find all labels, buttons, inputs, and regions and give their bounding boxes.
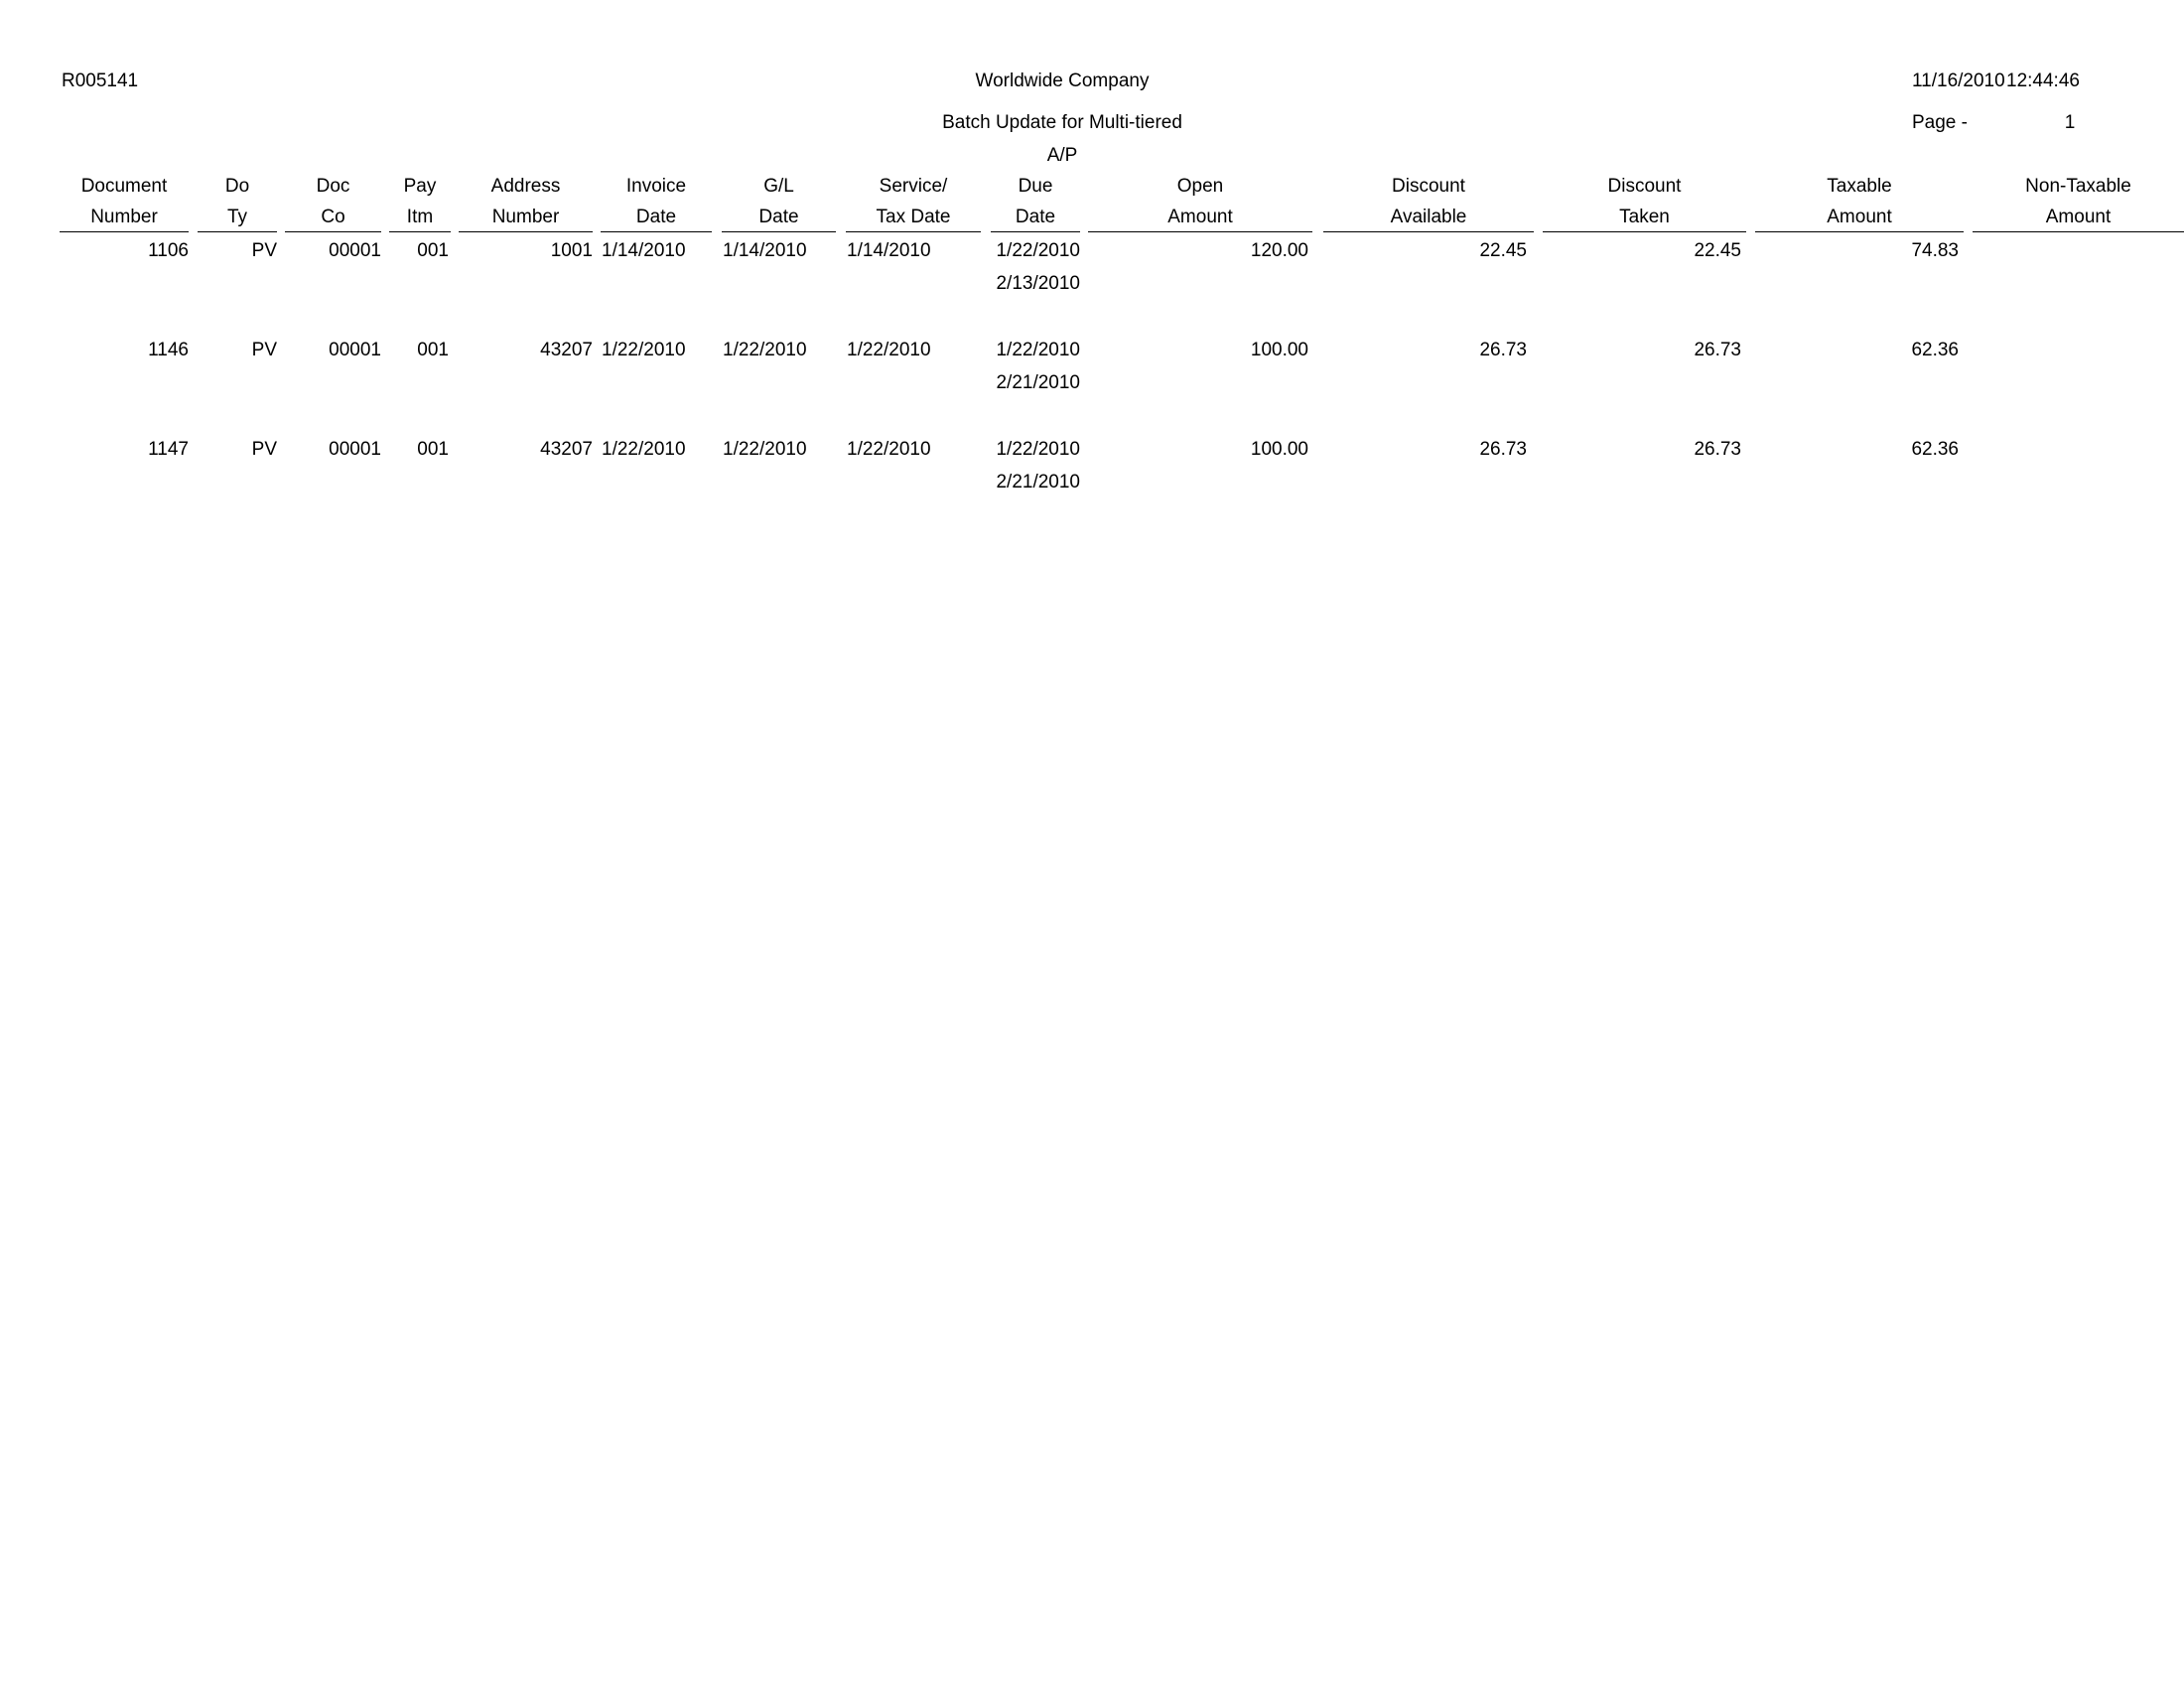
col-header-co: Co [321,207,345,227]
col-header-invoice-date: Date [635,207,677,227]
col-header-non-taxable-amount: Amount [2045,207,2112,227]
col-header-address-number: Number [491,207,560,227]
col-header-open: Open [1176,176,1224,197]
col-header-non-taxable: Non-Taxable [2025,176,2131,197]
cell-taxable-amount: 74.83 [1911,240,1959,261]
cell-service-tax-date: 1/14/2010 [847,240,931,261]
col-header-itm: Itm [406,207,434,227]
cell-due-date: 1/22/2010 [996,340,1080,360]
cell-open-amount: 100.00 [1250,340,1308,360]
cell-doc-type: PV [251,240,277,261]
cell-discount-taken: 22.45 [1694,240,1741,261]
col-header-ty: Ty [226,207,248,227]
col-rule [1543,231,1746,232]
cell-due-date: 1/22/2010 [996,439,1080,460]
col-rule [991,231,1080,232]
col-header-doc: Doc [316,176,350,197]
cell-service-tax-date: 1/22/2010 [847,340,931,360]
col-header-tax-date: Tax Date [876,207,951,227]
col-header-taxable-amount: Amount [1827,207,1892,227]
col-header-due-date: Date [1015,207,1056,227]
cell-taxable-amount: 62.36 [1911,439,1959,460]
cell-due-date-2: 2/21/2010 [996,372,1080,393]
page-number: 1 [2064,112,2076,133]
company-name: Worldwide Company [975,70,1150,91]
report-date: 11/16/2010 [1912,70,2005,91]
col-header-service: Service/ [879,176,948,197]
col-rule [601,231,712,232]
cell-doc-type: PV [251,439,277,460]
col-header-taken: Taken [1619,207,1670,227]
col-header-available: Available [1390,207,1467,227]
cell-due-date: 1/22/2010 [996,240,1080,261]
cell-doc-co: 00001 [329,340,381,360]
col-header-number: Number [90,207,158,227]
cell-gl-date: 1/22/2010 [723,439,807,460]
cell-open-amount: 100.00 [1250,439,1308,460]
col-header-open-amount: Amount [1167,207,1233,227]
col-header-discount-2: Discount [1607,176,1682,197]
cell-doc-co: 00001 [329,439,381,460]
col-header-gl-date: Date [758,207,799,227]
col-header-gl: G/L [763,176,794,197]
cell-doc-type: PV [251,340,277,360]
col-header-do: Do [224,176,250,197]
cell-service-tax-date: 1/22/2010 [847,439,931,460]
cell-pay-item: 001 [417,439,449,460]
cell-due-date-2: 2/13/2010 [996,273,1080,294]
page-label: Page - [1912,112,1968,133]
cell-open-amount: 120.00 [1250,240,1308,261]
cell-invoice-date: 1/22/2010 [602,340,686,360]
col-header-taxable: Taxable [1827,176,1892,197]
col-rule [459,231,593,232]
cell-discount-taken: 26.73 [1694,340,1741,360]
col-rule [198,231,277,232]
col-rule [722,231,836,232]
col-rule [1973,231,2184,232]
report-id: R005141 [62,70,139,91]
col-rule [60,231,189,232]
cell-due-date-2: 2/21/2010 [996,472,1080,492]
cell-pay-item: 001 [417,240,449,261]
col-header-document: Document [80,176,168,197]
col-header-invoice: Invoice [625,176,687,197]
report-title: Batch Update for Multi-tiered [942,112,1182,133]
cell-taxable-amount: 62.36 [1911,340,1959,360]
report-title-line2: A/P [1046,145,1078,166]
cell-address-number: 1001 [550,240,593,261]
cell-discount-taken: 26.73 [1694,439,1741,460]
col-rule [285,231,381,232]
col-header-address: Address [490,176,561,197]
cell-document-number: 1146 [148,340,189,360]
cell-discount-available: 26.73 [1479,439,1527,460]
cell-document-number: 1106 [148,240,189,261]
report-time: 12:44:46 [2006,70,2080,91]
cell-invoice-date: 1/14/2010 [602,240,686,261]
cell-document-number: 1147 [148,439,189,460]
cell-invoice-date: 1/22/2010 [602,439,686,460]
cell-discount-available: 26.73 [1479,340,1527,360]
col-rule [389,231,451,232]
cell-address-number: 43207 [540,439,593,460]
col-header-discount: Discount [1392,176,1465,197]
cell-address-number: 43207 [540,340,593,360]
col-header-due: Due [1018,176,1053,197]
cell-discount-available: 22.45 [1479,240,1527,261]
cell-pay-item: 001 [417,340,449,360]
col-rule [1323,231,1534,232]
cell-gl-date: 1/14/2010 [723,240,807,261]
cell-doc-co: 00001 [329,240,381,261]
col-header-pay: Pay [403,176,437,197]
col-rule [846,231,981,232]
cell-gl-date: 1/22/2010 [723,340,807,360]
col-rule [1755,231,1964,232]
col-rule [1088,231,1312,232]
